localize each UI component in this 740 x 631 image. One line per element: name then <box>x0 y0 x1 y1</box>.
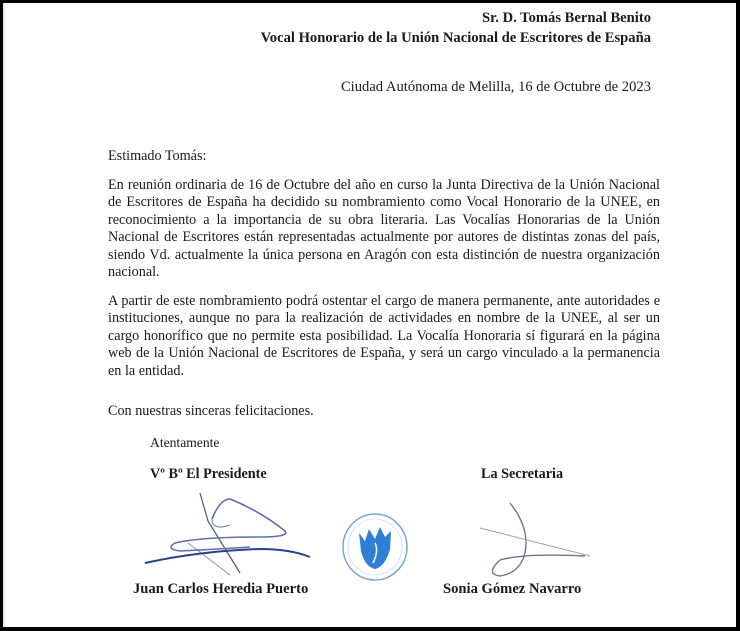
regards-line: Atentamente <box>150 435 220 450</box>
salutation: Estimado Tomás: <box>108 148 207 164</box>
organization-seal-icon <box>335 511 415 583</box>
secretary-signature <box>465 498 615 578</box>
recipient-name: Sr. D. Tomás Bernal Benito <box>482 10 651 26</box>
body-paragraph-1: En reunión ordinaria de 16 de Octubre del año en curso la Junta Directiva de la Unión Nacional de Escritores de España ha decidido su nombramiento como Vocal Honorario de la UNEE, en reconocimiento a la importancia de su obra literaria. Las Vocalías Honorarias de la Unión Nacional de Escritores están representadas actualmente por autores de distintas zonas del país, siendo Vd. actualmente la única persona en Aragón con esta distinción de nuestra organización nacional. <box>108 177 660 281</box>
body-paragraph-2: A partir de este nombramiento podrá ostentar el cargo de manera permanente, ante autoridades e instituciones, aunque no para la realización de actividades en nombre de la UNEE, al ser un cargo honorífico que no permite esta posibilidad. La Vocalía Honoraria sí figurará en la página web de la Unión Nacional de Escritores de España, y será un cargo vinculado a la permanencia en la entidad. <box>108 293 660 379</box>
president-name: Juan Carlos Heredia Puerto <box>133 581 309 597</box>
recipient-title: Vocal Honorario de la Unión Nacional de Escritores de España <box>260 30 651 46</box>
president-label: Vº Bº El Presidente <box>150 466 267 482</box>
letter-page <box>3 3 736 627</box>
place-date: Ciudad Autónoma de Melilla, 16 de Octubre de 2023 <box>340 79 651 95</box>
secretary-name: Sonia Gómez Navarro <box>443 581 582 597</box>
closing-line: Con nuestras sinceras felicitaciones. <box>108 403 314 419</box>
president-signature <box>140 491 315 576</box>
secretary-label: La Secretaria <box>481 466 564 482</box>
